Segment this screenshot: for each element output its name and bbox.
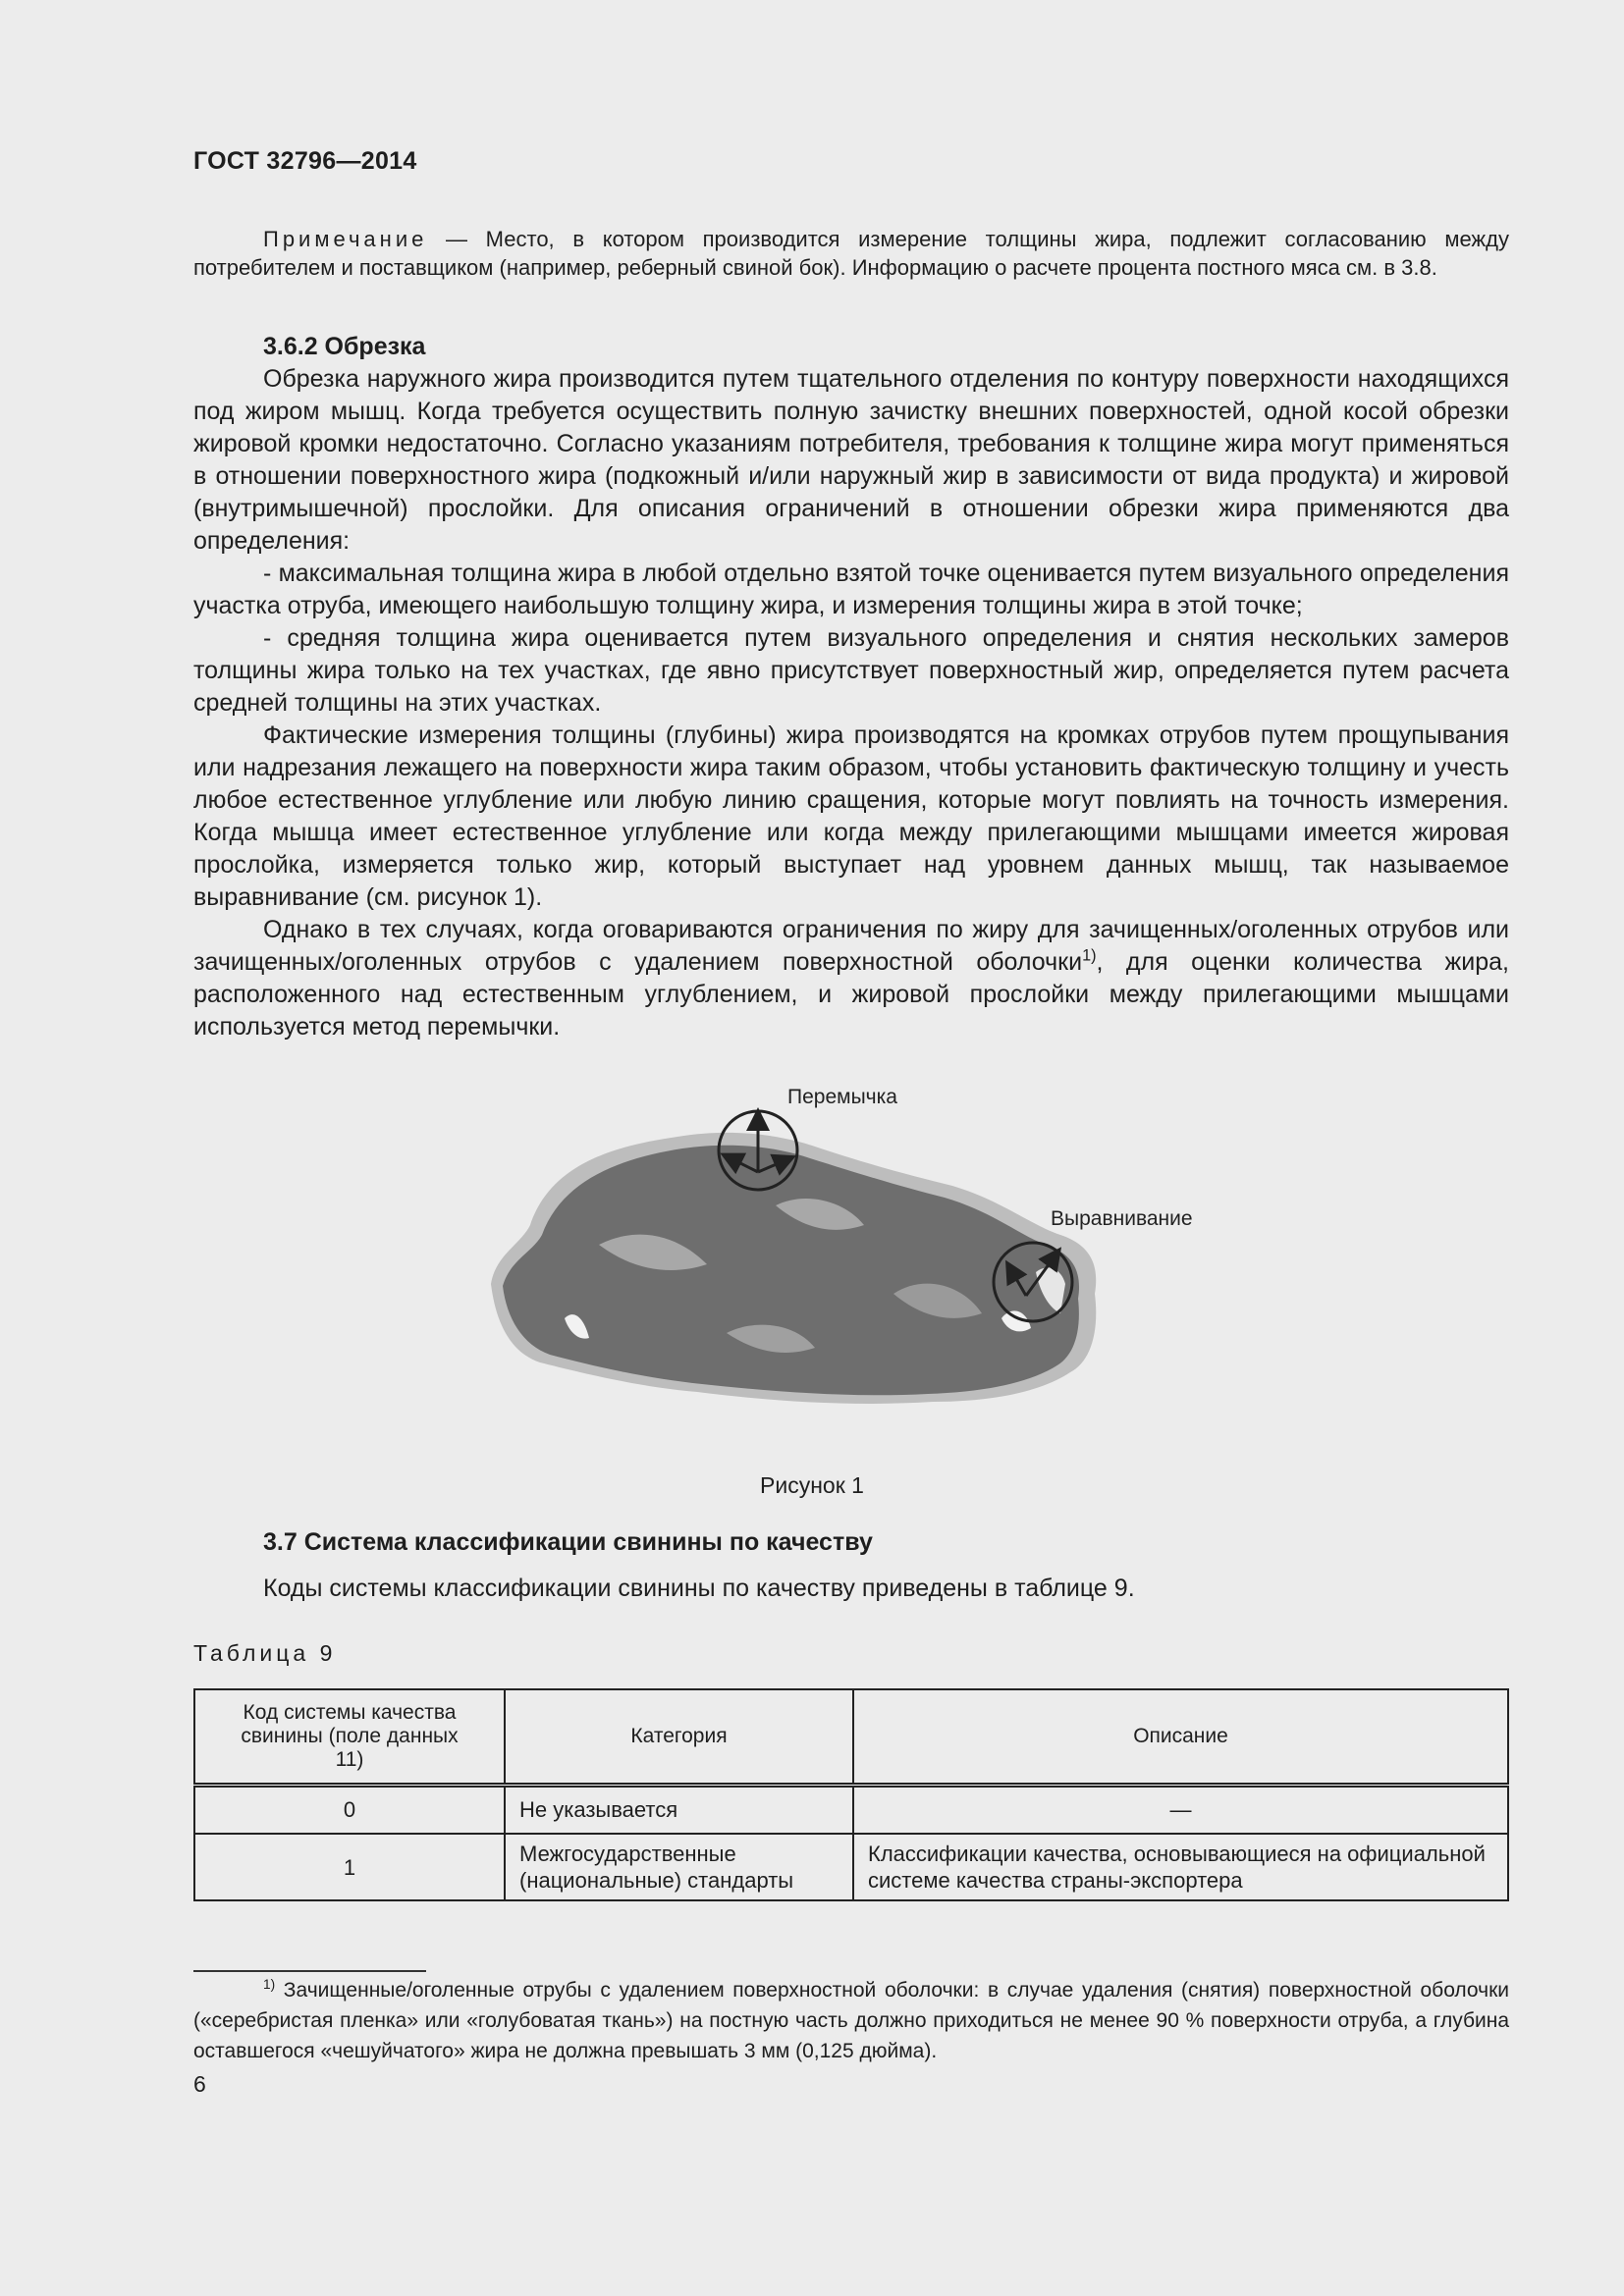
page-number: 6	[193, 2071, 206, 2097]
table-cell: Классификации качества, основывающиеся на официальной системе качества страны-экспортера	[853, 1834, 1508, 1900]
meat-muscle	[503, 1146, 1079, 1396]
table-cell: 0	[194, 1786, 505, 1835]
section-3-6-2	[193, 331, 1509, 1043]
table-label: Таблица 9	[193, 1640, 337, 1666]
footnote-ref[interactable]: 1)	[1082, 946, 1097, 965]
document-header: ГОСТ 32796—2014	[193, 147, 417, 175]
footnote-text: Зачищенные/оголенные отрубы с удалением поверхностной оболочки: в случае удаления (снятия) поверхностной оболочки («серебристая пленка» или «голубоватая ткань») на постную часть должно приходиться не менее 90 % поверхности отруба, а глубина оставшегося «чешуйчатого» жира не должна превышать 3 мм (0,125 дюйма).	[193, 1979, 1509, 2062]
table-9	[193, 1688, 1509, 1901]
paragraph: Обрезка наружного жира производится путем тщательного отделения по контуру поверхности находящихся под жиром мышц. Когда требуется осуществить полную зачистку внешних поверхностей, одной косой обрезки жировой кромки недостаточно. Согласно указаниям потребителя, требования к толщине жира могут применяться в отношении поверхностного жира (подкожный и/или наружный жир в зависимости от вида продукта) и жировой (внутримышечной) прослойки. Для описания ограничений в отношении обрезки жира применяются два определения:	[193, 365, 1509, 555]
note-label: Примечание	[263, 227, 428, 251]
note-paragraph	[193, 225, 1509, 282]
section-heading: 3.7 Система классификации свинины по качеству	[263, 1528, 873, 1556]
table-header-cell: Категория	[505, 1689, 853, 1786]
table-row	[194, 1834, 1508, 1900]
list-item: - максимальная толщина жира в любой отдельно взятой точке оценивается путем визуального определения участка отруба, имеющего наибольшую толщину жира, и измерения толщины жира в этой точке;	[193, 560, 1509, 619]
section-heading: 3.6.2 Обрезка	[263, 333, 426, 360]
paragraph-text: Однако в тех случаях, когда оговариваются ограничения по жиру для зачищенных/оголенных отрубов или зачищенных/оголенных отрубов с удалением поверхностной оболочки	[193, 916, 1509, 976]
note-text: — Место, в котором производится измерение толщины жира, подлежит согласованию между потребителем и поставщиком (например, реберный свиной бок). Информацию о расчете процента постного мяса см. в 3.8.	[193, 227, 1509, 280]
footnote-marker: 1)	[263, 1977, 276, 1992]
table-cell: —	[853, 1786, 1508, 1835]
paragraph-text: , для оценки количества жира, расположенного над естественным углублением, и жировой прослойки между прилегающими мышцами используется метод перемычки.	[193, 948, 1509, 1041]
paragraph	[193, 914, 1509, 1043]
paragraph: Фактические измерения толщины (глубины) жира производятся на кромках отрубов путем прощупывания или надрезания лежащего на поверхности жира таким образом, чтобы установить фактическую толщину и учесть любое естественное углубление или любую линию сращения, которые могут повлиять на точность измерения. Когда мышца имеет естественное углубление или когда между прилегающими мышцами имеется жировая прослойка, измеряется только жир, который выступает над уровнем данных мышц, так называемое выравнивание (см. рисунок 1).	[193, 721, 1509, 911]
paragraph: Коды системы классификации свинины по качеству приведены в таблице 9.	[263, 1575, 1135, 1602]
label-alignment: Выравнивание	[1051, 1207, 1193, 1230]
table-cell: Межгосударственные (национальные) стандарты	[505, 1834, 853, 1900]
figure-caption: Рисунок 1	[760, 1472, 864, 1498]
label-bridge: Перемычка	[787, 1086, 897, 1108]
table-cell: 1	[194, 1834, 505, 1900]
table-header-cell: Описание	[853, 1689, 1508, 1786]
table-header-cell: Код системы качества свинины (поле данных 11)	[194, 1689, 505, 1786]
footnote	[193, 1975, 1509, 2066]
table-header-row	[194, 1689, 1508, 1786]
table-row	[194, 1786, 1508, 1835]
figure-pork-cut	[481, 1078, 1227, 1451]
table-cell: Не указывается	[505, 1786, 853, 1835]
list-item: - средняя толщина жира оценивается путем визуального определения и снятия нескольких замеров толщины жира только на тех участках, где явно присутствует поверхностный жир, определяется путем расчета средней толщины на этих участках.	[193, 624, 1509, 717]
footnote-divider	[193, 1970, 426, 1972]
